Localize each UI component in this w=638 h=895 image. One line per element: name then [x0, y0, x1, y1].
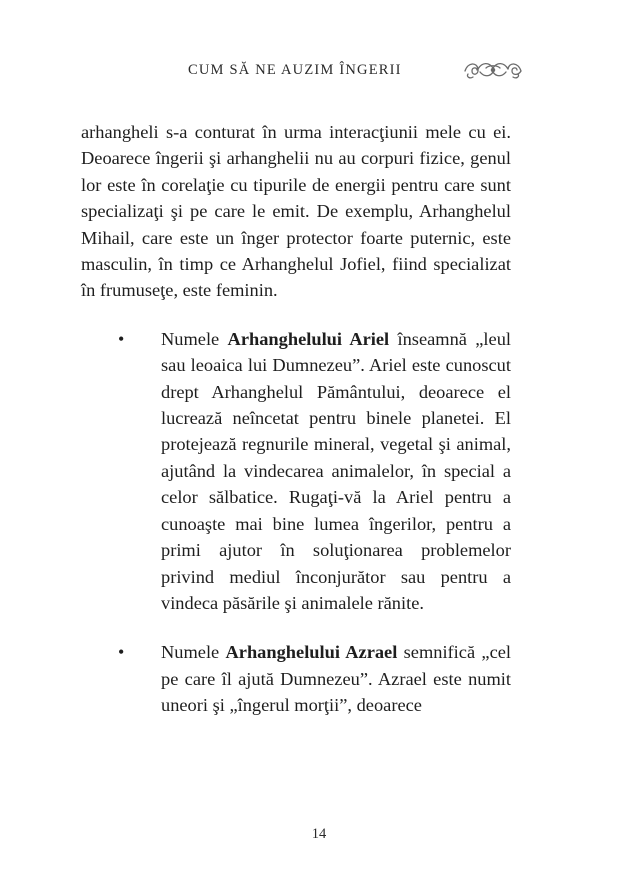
item-lead: Numele — [161, 328, 228, 349]
archangel-name: Arhanghelului Azrael — [225, 642, 398, 663]
intro-paragraph: arhangheli s-a conturat în urma interacţiunii mele cu ei. Deoarece îngerii şi arhanghelii nu au corpuri fizice, genul lor este în corelaţie cu tipurile de energii pentru care sunt specializaţi şi pe care le emit. De exemplu, Arhanghelul Mihail, care este un înger protector foarte puternic, este masculin, în timp ce Arhanghelul Jofiel, fiind specializat în frumuseţe, este feminin. — [81, 122, 511, 301]
bullet-icon: • — [118, 642, 125, 663]
bullet-icon: • — [118, 328, 125, 349]
item-lead: Numele — [161, 642, 226, 663]
item-text: înseamnă „leul sau leoaica lui Dumnezeu”. Ariel este cunoscut drept Arhanghelul Pământului, deoarece el lucrează neîncetat pentru binele planetei. El protejează regnurile mineral, vegetal şi animal, ajutând la vindecarea animalelor, în special a celor sălbatice. Rugaţi-vă la Ariel pentru a cunoaşte mai bine lumea îngerilor, pentru a primi ajutor în soluţionarea problemelor privind mediul înconjurător sau pentru a vindeca păsările şi animalele rănite. — [161, 328, 511, 613]
archangel-name: Arhanghelului Ariel — [227, 328, 390, 349]
archangel-list — [81, 326, 511, 719]
flourish-ornament-icon — [462, 58, 524, 80]
page-number: 14 — [311, 826, 327, 842]
list-item-ariel — [81, 326, 511, 616]
page-body — [81, 119, 511, 742]
running-header-title: CUM SĂ NE AUZIM ÎNGERII — [188, 62, 402, 78]
running-header — [0, 62, 638, 86]
list-item-azrael — [81, 639, 511, 718]
item-text: semnifică „cel pe care îl ajută Dumnezeu”. Azrael este numit uneori şi „îngerul morţii”, deoarece — [161, 642, 512, 716]
